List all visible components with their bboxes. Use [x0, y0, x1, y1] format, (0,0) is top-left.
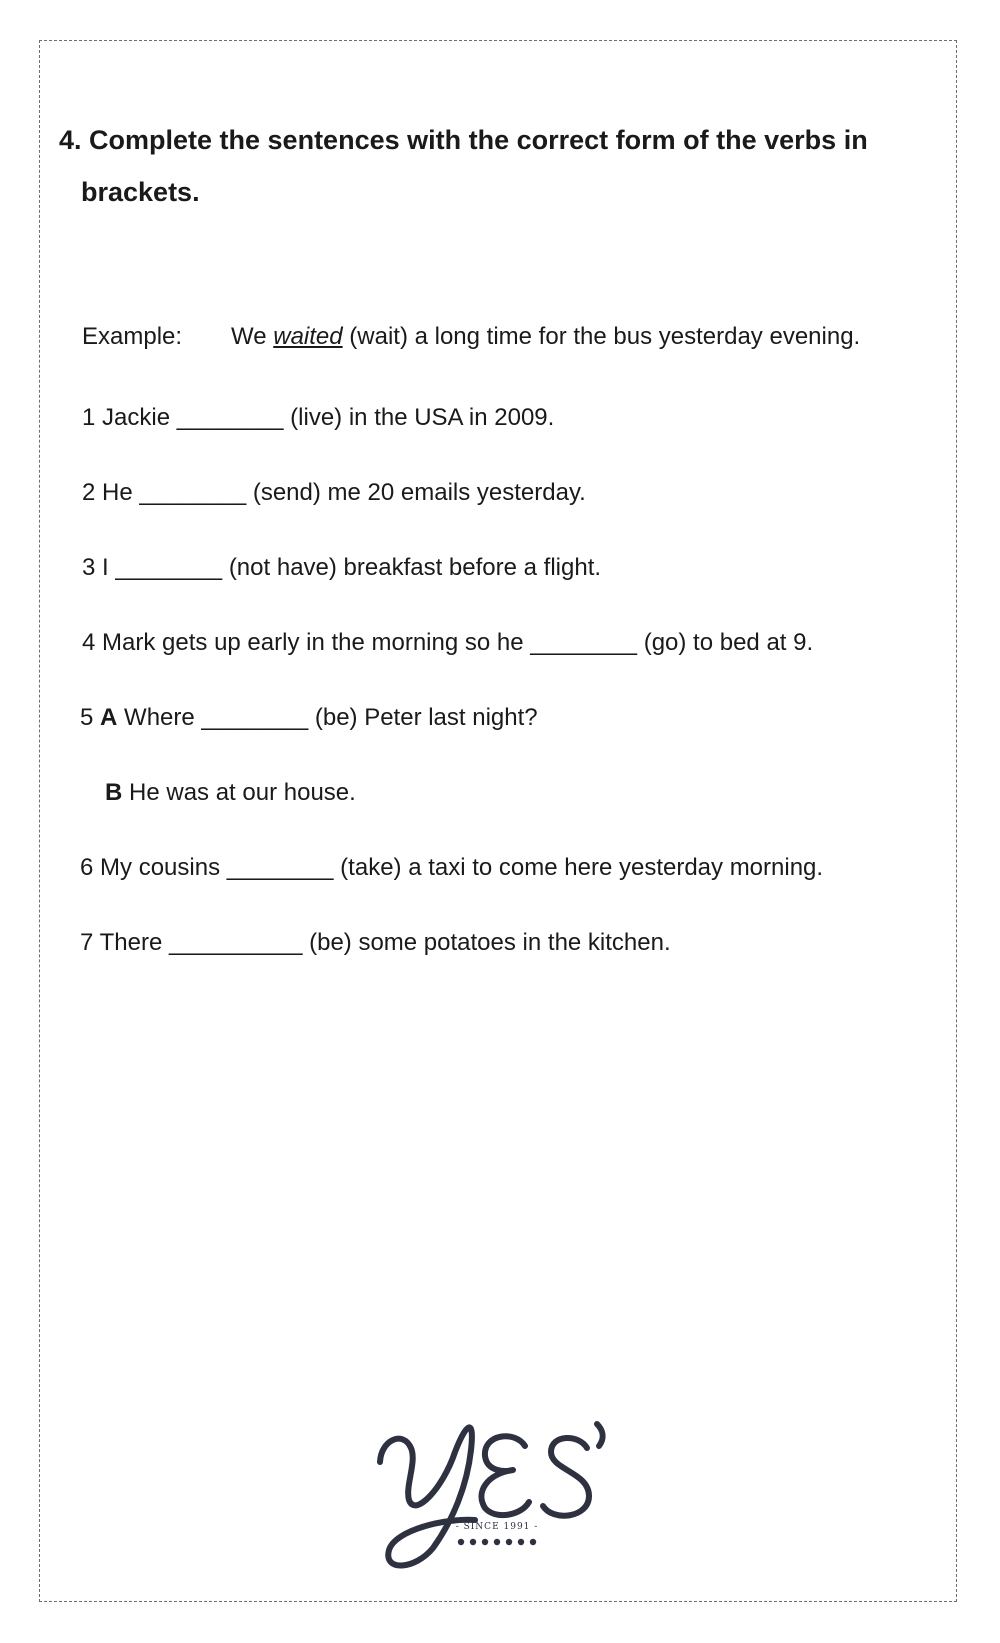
sentence-number: 4: [82, 629, 96, 656]
sentence-5a: [80, 703, 538, 733]
sentence-number: 2: [82, 479, 96, 506]
sentence-text: I ________ (not have) breakfast before a flight.: [102, 554, 602, 581]
yes-logo: [375, 1400, 615, 1575]
sentence-text: He ________ (send) me 20 emails yesterday.: [102, 479, 586, 506]
sentence-2: [82, 478, 586, 508]
sentence-number: 1: [82, 404, 96, 431]
page-border: [39, 40, 957, 1602]
example-answer: waited: [273, 323, 343, 350]
sentence-text: Mark gets up early in the morning so he ________ (go) to bed at 9.: [102, 629, 814, 656]
example-text-before: We: [231, 323, 274, 350]
sentence-number: 3: [82, 554, 96, 581]
sentence-4: [82, 628, 813, 658]
heading-line-2: brackets.: [81, 177, 200, 207]
sentence-number: 6: [80, 854, 94, 881]
example-label: Example:: [82, 323, 183, 350]
speaker-a-label: A: [100, 704, 118, 731]
sentence-1: [82, 403, 554, 433]
sentence-text: My cousins ________ (take) a taxi to come here yesterday morning.: [100, 854, 824, 881]
speaker-b-label: B: [105, 779, 123, 806]
sentence-text: Where ________ (be) Peter last night?: [117, 704, 538, 731]
sentence-7: [80, 928, 671, 958]
example-sentence: [82, 322, 860, 352]
exercise-heading: [59, 114, 949, 218]
sentence-text: He was at our house.: [122, 779, 356, 806]
sentence-5b: [105, 778, 356, 808]
sentence-text: Jackie ________ (live) in the USA in 2009.: [102, 404, 555, 431]
logo-tagline: - SINCE 1991 -: [455, 1522, 539, 1532]
sentence-3: [82, 553, 601, 583]
heading-line-1: 4. Complete the sentences with the correct form of the verbs in: [59, 125, 868, 155]
sentence-number: 7: [80, 929, 94, 956]
yes-script-logo-icon: [375, 1400, 615, 1575]
sentence-number: 5: [80, 704, 94, 731]
sentence-6: [80, 853, 823, 883]
sentence-text: There __________ (be) some potatoes in the kitchen.: [99, 929, 671, 956]
example-text-after: (wait) a long time for the bus yesterday evening.: [342, 323, 861, 350]
